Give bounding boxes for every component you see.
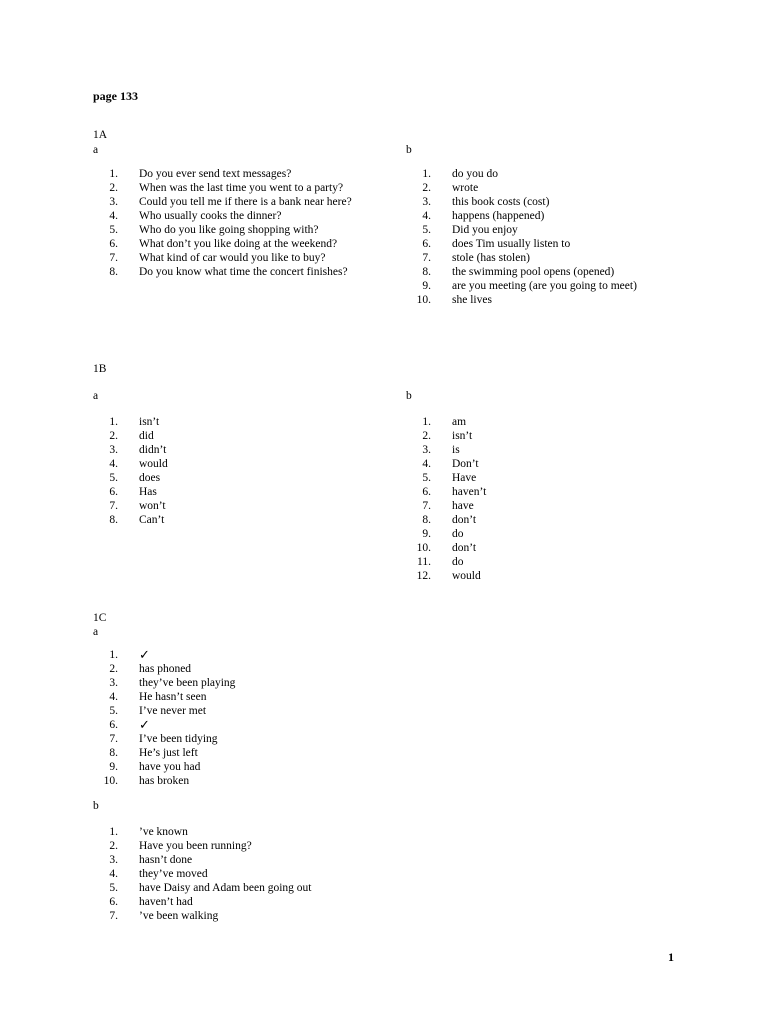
item-answer: are you meeting (are you going to meet) — [452, 280, 637, 292]
list-item — [406, 415, 706, 429]
item-answer: Who usually cooks the dinner? — [139, 210, 282, 222]
section-heading-1a: 1A — [93, 129, 108, 141]
item-answer: Have you been running? — [139, 840, 252, 852]
section-1a-part-b-label: b — [406, 144, 412, 156]
list-item — [406, 279, 706, 293]
item-answer: didn’t — [139, 444, 167, 456]
item-number: 5. — [109, 882, 118, 894]
section-1b-part-b-list — [406, 415, 706, 583]
list-item — [406, 443, 706, 457]
item-answer: Who do you like going shopping with? — [139, 224, 319, 236]
item-number: 5. — [109, 224, 118, 236]
list-item — [93, 485, 363, 499]
item-number: 4. — [422, 458, 431, 470]
list-item — [93, 513, 363, 527]
list-item — [406, 485, 706, 499]
item-answer: haven’t — [452, 486, 487, 498]
item-answer: What kind of car would you like to buy? — [139, 252, 326, 264]
list-item — [406, 471, 706, 485]
item-number: 8. — [422, 266, 431, 278]
list-item — [93, 718, 363, 732]
item-number: 7. — [109, 910, 118, 922]
item-answer: isn’t — [139, 416, 160, 428]
list-item — [93, 648, 363, 662]
item-answer: haven’t had — [139, 896, 193, 908]
item-answer: did — [139, 430, 154, 442]
list-item — [93, 662, 363, 676]
item-number: 6. — [422, 486, 431, 498]
item-number: 1. — [422, 168, 431, 180]
item-answer: What don’t you like doing at the weekend? — [139, 238, 338, 250]
list-item — [406, 569, 706, 583]
item-answer: Did you enjoy — [452, 224, 518, 236]
item-number: 4. — [109, 691, 118, 703]
list-item — [93, 746, 363, 760]
item-number: 6. — [422, 238, 431, 250]
section-1c-part-b-label: b — [93, 800, 99, 812]
list-item — [406, 555, 706, 569]
list-item — [93, 760, 363, 774]
section-1c-part-a-label: a — [93, 626, 99, 638]
list-item — [93, 774, 363, 788]
item-number: 7. — [422, 252, 431, 264]
item-number: 9. — [109, 761, 118, 773]
item-answer: ’ve known — [139, 826, 188, 838]
list-item — [93, 499, 363, 513]
item-number: 3. — [109, 196, 118, 208]
item-number: 3. — [109, 677, 118, 689]
item-number: 8. — [109, 747, 118, 759]
item-answer: won’t — [139, 500, 166, 512]
check-mark-icon: ✓ — [139, 647, 150, 662]
section-1b-part-b-label: b — [406, 390, 412, 402]
list-item — [93, 167, 363, 181]
item-number: 8. — [422, 514, 431, 526]
item-number: 9. — [422, 280, 431, 292]
item-answer: I’ve been tidying — [139, 733, 218, 745]
item-number: 10. — [416, 542, 431, 554]
section-1b-part-a-list — [93, 415, 363, 527]
item-answer: ’ve been walking — [139, 910, 219, 922]
list-item — [406, 293, 706, 307]
item-number: 2. — [109, 663, 118, 675]
item-number: 8. — [109, 514, 118, 526]
item-number: 1. — [422, 416, 431, 428]
item-answer: this book costs (cost) — [452, 196, 550, 208]
item-answer: He’s just left — [139, 747, 198, 759]
item-number: 5. — [109, 705, 118, 717]
section-1c-part-a-list — [93, 648, 363, 788]
item-number: 3. — [109, 444, 118, 456]
list-item — [93, 732, 363, 746]
item-answer: have Daisy and Adam been going out — [139, 882, 312, 894]
list-item — [406, 513, 706, 527]
item-number: 7. — [422, 500, 431, 512]
item-number: 5. — [422, 224, 431, 236]
item-answer: I’ve never met — [139, 705, 207, 717]
item-number: 2. — [109, 430, 118, 442]
list-item — [406, 429, 706, 443]
check-mark-icon: ✓ — [139, 717, 150, 732]
list-item — [406, 251, 706, 265]
item-number: 3. — [109, 854, 118, 866]
item-number: 4. — [109, 868, 118, 880]
list-item — [406, 237, 706, 251]
section-1b-part-a-label: a — [93, 390, 99, 402]
list-item — [93, 457, 363, 471]
section-heading-1b: 1B — [93, 363, 107, 375]
list-item — [93, 443, 363, 457]
item-answer: don’t — [452, 514, 477, 526]
item-answer: they’ve been playing — [139, 677, 236, 689]
list-item — [93, 429, 363, 443]
item-number: 7. — [109, 500, 118, 512]
item-answer: Don’t — [452, 458, 479, 470]
item-number: 1. — [109, 416, 118, 428]
item-number: 7. — [109, 252, 118, 264]
item-number: 1. — [109, 826, 118, 838]
item-number: 1. — [109, 168, 118, 180]
list-item — [93, 251, 363, 265]
list-item — [93, 909, 363, 923]
list-item — [93, 867, 363, 881]
item-number: 11. — [417, 556, 431, 568]
list-item — [406, 181, 706, 195]
list-item — [93, 853, 363, 867]
list-item — [93, 895, 363, 909]
item-number: 2. — [422, 182, 431, 194]
item-answer: Do you ever send text messages? — [139, 168, 292, 180]
list-item — [93, 704, 363, 718]
item-number: 6. — [109, 719, 118, 731]
item-answer: Can’t — [139, 514, 165, 526]
item-answer: don’t — [452, 542, 477, 554]
item-number: 6. — [109, 896, 118, 908]
item-number: 5. — [109, 472, 118, 484]
list-item — [93, 237, 363, 251]
item-number: 12. — [416, 570, 431, 582]
section-1a-part-b-list — [406, 167, 706, 307]
item-answer: would — [139, 458, 168, 470]
page-title: page 133 — [93, 89, 138, 103]
list-item — [93, 181, 363, 195]
item-answer: Could you tell me if there is a bank near here? — [139, 196, 352, 208]
item-answer: do you do — [452, 168, 498, 180]
item-answer: Have — [452, 472, 477, 484]
item-number: 4. — [109, 458, 118, 470]
list-item — [406, 527, 706, 541]
item-answer: does — [139, 472, 161, 484]
item-answer: Do you know what time the concert finishes? — [139, 266, 348, 278]
item-number: 10. — [416, 294, 431, 306]
list-item — [93, 839, 363, 853]
item-number: 3. — [422, 444, 431, 456]
item-number: 6. — [109, 486, 118, 498]
item-number: 8. — [109, 266, 118, 278]
section-1a-part-a-label: a — [93, 144, 99, 156]
item-answer: has phoned — [139, 663, 192, 675]
item-number: 7. — [109, 733, 118, 745]
item-answer: When was the last time you went to a party? — [139, 182, 344, 194]
list-item — [93, 195, 363, 209]
item-number: 5. — [422, 472, 431, 484]
item-number: 2. — [109, 182, 118, 194]
item-number: 2. — [422, 430, 431, 442]
item-answer: hasn’t done — [139, 854, 193, 866]
list-item — [93, 209, 363, 223]
item-answer: wrote — [452, 182, 479, 194]
list-item — [93, 223, 363, 237]
list-item — [93, 471, 363, 485]
item-number: 1. — [109, 649, 118, 661]
list-item — [406, 223, 706, 237]
list-item — [93, 265, 363, 279]
list-item — [93, 881, 363, 895]
section-heading-1c: 1C — [93, 612, 107, 624]
item-answer: has broken — [139, 775, 190, 787]
item-answer: stole (has stolen) — [452, 252, 530, 264]
list-item — [406, 499, 706, 513]
section-1c-part-b-list — [93, 825, 363, 923]
list-item — [406, 265, 706, 279]
section-1a-part-a-list — [93, 167, 363, 279]
item-answer: is — [452, 444, 460, 456]
list-item — [406, 457, 706, 471]
list-item — [406, 167, 706, 181]
item-number: 4. — [422, 210, 431, 222]
item-answer: happens (happened) — [452, 210, 545, 222]
item-number: 9. — [422, 528, 431, 540]
list-item — [406, 195, 706, 209]
item-answer: she lives — [452, 294, 492, 306]
page-number: 1 — [668, 950, 674, 964]
list-item — [406, 209, 706, 223]
item-answer: have — [452, 500, 474, 512]
item-answer: the swimming pool opens (opened) — [452, 266, 615, 278]
item-answer: do — [452, 556, 464, 568]
item-answer: they’ve moved — [139, 868, 208, 880]
item-number: 2. — [109, 840, 118, 852]
list-item — [406, 541, 706, 555]
item-number: 10. — [103, 775, 118, 787]
item-answer: do — [452, 528, 464, 540]
item-number: 4. — [109, 210, 118, 222]
item-number: 3. — [422, 196, 431, 208]
list-item — [93, 415, 363, 429]
item-answer: am — [452, 416, 467, 428]
item-answer: does Tim usually listen to — [452, 238, 571, 250]
item-answer: Has — [139, 486, 157, 498]
list-item — [93, 825, 363, 839]
item-number: 6. — [109, 238, 118, 250]
list-item — [93, 690, 363, 704]
list-item — [93, 676, 363, 690]
item-answer: isn’t — [452, 430, 473, 442]
item-answer: He hasn’t seen — [139, 691, 207, 703]
item-answer: would — [452, 570, 481, 582]
item-answer: have you had — [139, 761, 201, 773]
